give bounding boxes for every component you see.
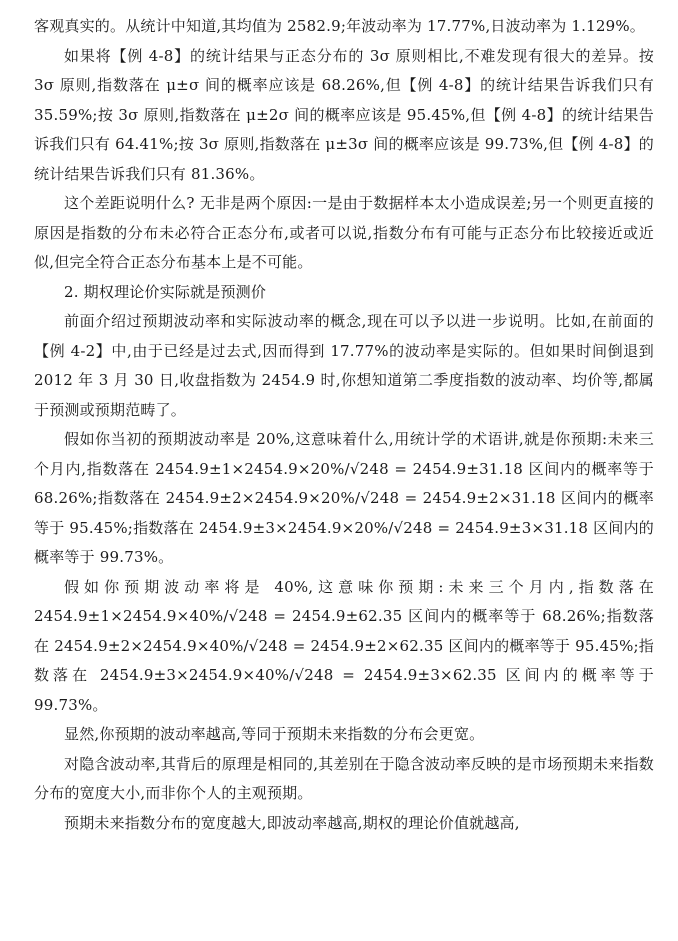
paragraph-3sigma-comparison: 如果将【例 4-8】的统计结果与正态分布的 3σ 原则相比,不难发现有很大的差异。按 3σ 原则,指数落在 μ±σ 间的概率应该是 68.26%,但【例 4-8】的统计结果告诉我们只有 35.59%;按 3σ 原则,指数落在 μ±2σ 间的概率应该是 95.45%,但【例 4-8】的统计结果告诉我们只有 64.41%;按 3σ 原则,指数落在 μ±3σ 间的概率应该是 99.73%,但【例 4-8】的统计结果告诉我们只有 81.36%。 xyxy=(34,46,654,183)
paragraph-theoretical-value: 预期未来指数分布的宽度越大,即波动率越高,期权的理论价值就越高, xyxy=(64,813,520,832)
paragraph-20-percent-example: 假如你当初的预期波动率是 20%,这意味着什么,用统计学的术语讲,就是你预期:未来三个月内,指数落在 2454.9±1×2454.9×20%/√248 = 2454.9±31.18 区间内的概率等于 68.26%;指数落在 2454.9±2×2454.9×20%/√248 = 2454.9±2×31.18 区间内的概率等于 95.45%;指数落在 2454.9±3×2454.9×20%/√248 = 2454.9±3×31.18 区间内的概率等于 99.73%。 xyxy=(34,430,654,566)
paragraph-expected-vs-actual: 前面介绍过预期波动率和实际波动率的概念,现在可以予以进一步说明。比如,在前面的【例 4-2】中,由于已经是过去式,因而得到 17.77%的波动率是实际的。但如果时间倒退到 2012 年 3 月 30 日,收盘指数为 2454.9 时,你想知道第二季度指数的波动率、均价等,都属于预测或预期范畴了。 xyxy=(34,312,654,419)
paragraph-conclusion: 显然,你预期的波动率越高,等同于预期未来指数的分布会更宽。 xyxy=(64,725,485,743)
paragraph-gap-explanation: 这个差距说明什么? 无非是两个原因:一是由于数据样本太小造成误差;另一个则更直接的原因是指数的分布未必符合正态分布,或者可以说,指数分布有可能与正态分布比较接近或近似,但完全符合正态分布基本上是不可能。 xyxy=(34,194,654,271)
section-heading: 2. 期权理论价实际就是预测价 xyxy=(64,282,267,301)
paragraph-intro-continuation: 客观真实的。从统计中知道,其均值为 2582.9;年波动率为 17.77%,日波动率为 1.129%。 xyxy=(34,17,645,35)
paragraph-40-percent-example: 假如你预期波动率将是 40%,这意味你预期:未来三个月内,指数落在 2454.9±1×2454.9×40%/√248 = 2454.9±62.35 区间内的概率等于 68.26%;指数落在 2454.9±2×2454.9×40%/√248 = 2454.9±2×62.35 区间内的概率等于 95.45%;指数落在 2454.9±3×2454.9×40%/√248 = 2454.9±3×62.35 区间内的概率等于 99.73%。 xyxy=(34,577,654,714)
paragraph-implied-volatility: 对隐含波动率,其背后的原理是相同的,其差别在于隐含波动率反映的是市场预期未来指数分布的宽度大小,而非你个人的主观预期。 xyxy=(34,754,654,802)
